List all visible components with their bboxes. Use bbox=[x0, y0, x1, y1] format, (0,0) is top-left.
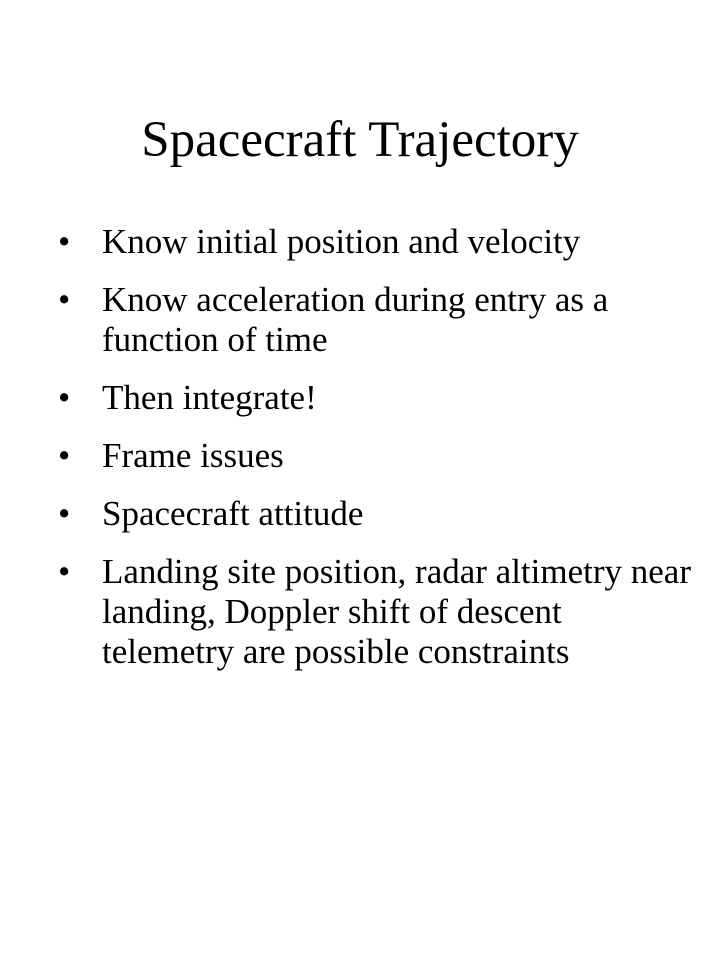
bullet-text: Then integrate! bbox=[102, 378, 317, 417]
bullet-item-initial-conditions bbox=[58, 222, 698, 262]
bullet-icon: • bbox=[58, 378, 71, 417]
bullet-text: Frame issues bbox=[102, 436, 284, 475]
bullet-item-acceleration bbox=[58, 280, 698, 360]
slide-title: Spacecraft Trajectory bbox=[141, 112, 579, 168]
bullet-text: Spacecraft attitude bbox=[102, 494, 364, 533]
bullet-icon: • bbox=[58, 552, 71, 591]
bullet-icon: • bbox=[58, 222, 71, 261]
bullet-text: Know acceleration during entry as a function of time bbox=[102, 280, 609, 359]
bullet-item-integrate bbox=[58, 378, 698, 418]
bullet-item-attitude bbox=[58, 494, 698, 534]
bullet-list bbox=[58, 222, 698, 690]
bullet-text: Know initial position and velocity bbox=[102, 222, 581, 261]
bullet-item-frame-issues bbox=[58, 436, 698, 476]
bullet-text: Landing site position, radar altimetry near landing, Doppler shift of descent telemetry are possible constraints bbox=[102, 552, 691, 671]
bullet-icon: • bbox=[58, 280, 71, 319]
bullet-item-constraints bbox=[58, 552, 698, 672]
bullet-icon: • bbox=[58, 436, 71, 475]
bullet-icon: • bbox=[58, 494, 71, 533]
